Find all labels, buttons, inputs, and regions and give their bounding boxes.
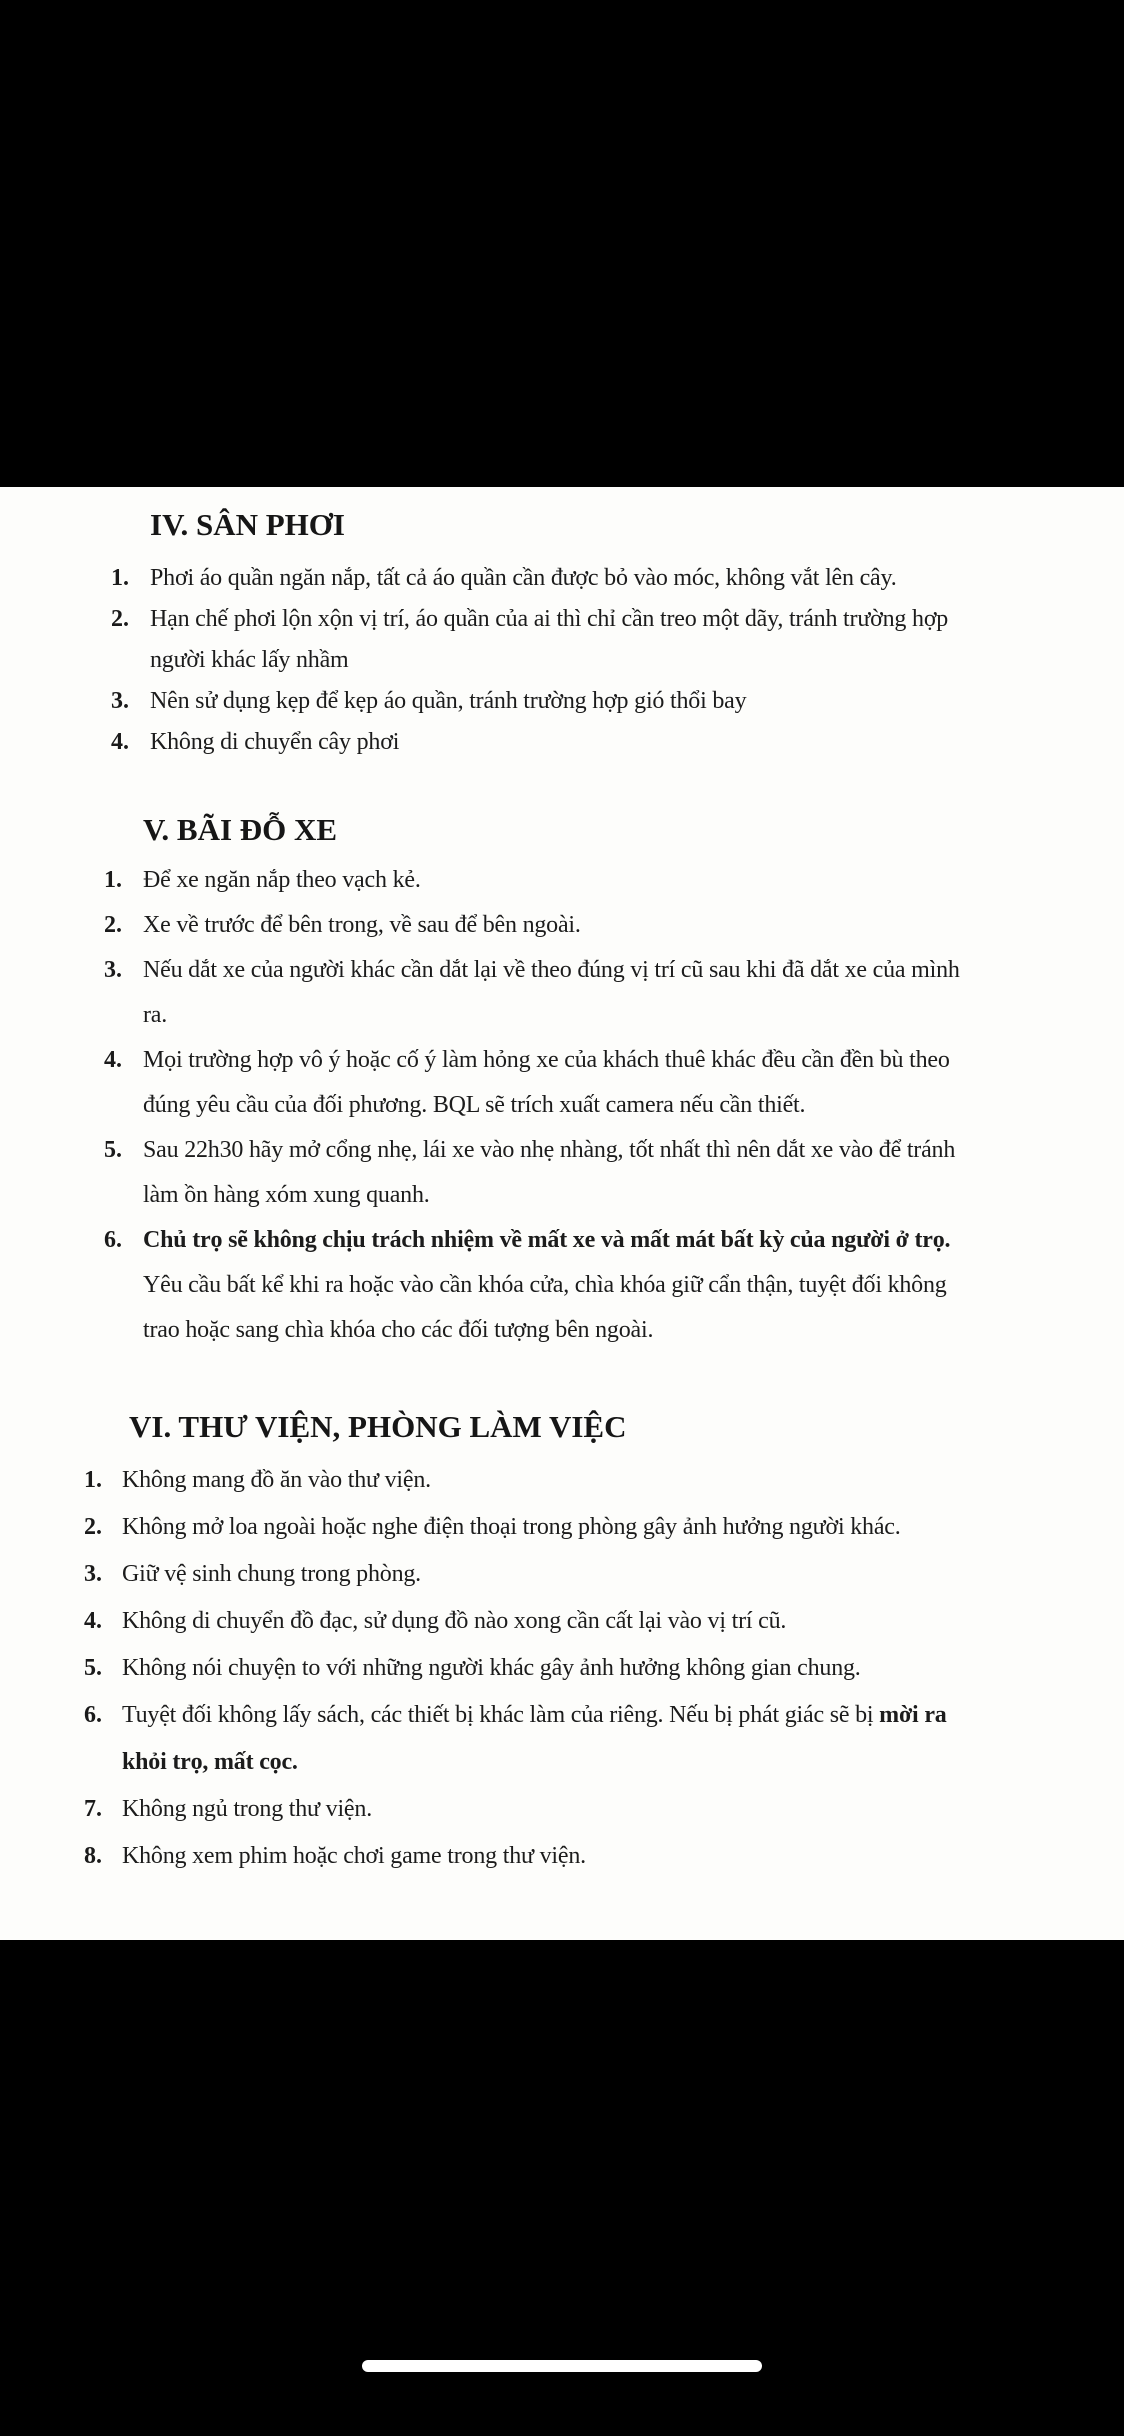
text: Để xe ngăn nắp theo vạch kẻ. xyxy=(143,867,421,893)
home-indicator[interactable] xyxy=(362,2360,762,2372)
text: Không di chuyển cây phơi xyxy=(150,729,400,755)
section-heading: VI. THƯ VIỆN, PHÒNG LÀM VIỆC xyxy=(129,1409,627,1444)
text: Không mang đồ ăn vào thư viện. xyxy=(122,1467,431,1493)
item-text-line xyxy=(143,1038,1124,1083)
text: Giữ vệ sinh chung trong phòng. xyxy=(122,1561,421,1587)
list-item xyxy=(0,722,1124,763)
item-number: 3. xyxy=(84,1561,102,1587)
item-number: 6. xyxy=(84,1702,102,1728)
text: Xe về trước để bên trong, về sau để bên ngoài. xyxy=(143,912,581,938)
item-number: 4. xyxy=(84,1608,102,1634)
text: trao hoặc sang chìa khóa cho các đối tượng bên ngoài. xyxy=(143,1317,654,1343)
item-text xyxy=(122,1833,1124,1880)
text: Yêu cầu bất kể khi ra hoặc vào cần khóa cửa, chìa khóa giữ cẩn thận, tuyệt đối không xyxy=(143,1272,947,1298)
item-text-line xyxy=(122,1645,1124,1692)
text: đúng yêu cầu của đối phương. BQL sẽ trích xuất camera nếu cần thiết. xyxy=(143,1092,806,1118)
item-text-line xyxy=(150,681,1124,722)
item-number: 2. xyxy=(84,1514,102,1540)
list-item xyxy=(0,1038,1124,1128)
item-text xyxy=(122,1551,1124,1598)
item-text-line xyxy=(143,1083,1124,1128)
item-text xyxy=(122,1598,1124,1645)
list-item xyxy=(0,1833,1124,1880)
section xyxy=(0,810,1124,1353)
bottom-black-area xyxy=(0,1940,1124,2420)
item-text xyxy=(143,1218,1124,1353)
item-text-line xyxy=(150,640,1124,681)
section-heading: IV. SÂN PHƠI xyxy=(150,507,345,542)
text: Không nói chuyện to với những người khác gây ảnh hưởng không gian chung. xyxy=(122,1655,861,1681)
item-text-line xyxy=(122,1692,1124,1739)
item-text-line xyxy=(143,903,1124,948)
item-text-line xyxy=(150,599,1124,640)
item-number: 7. xyxy=(84,1796,102,1822)
item-text-line xyxy=(143,1173,1124,1218)
item-number: 4. xyxy=(104,1047,122,1073)
item-text xyxy=(122,1457,1124,1504)
text: Phơi áo quần ngăn nắp, tất cả áo quần cần được bỏ vào móc, không vắt lên cây. xyxy=(150,565,897,591)
top-black-area xyxy=(0,0,1124,487)
bold-text: mời ra xyxy=(879,1702,947,1728)
section xyxy=(0,505,1124,763)
list-item xyxy=(0,681,1124,722)
list-item xyxy=(0,948,1124,1038)
list-item xyxy=(0,1598,1124,1645)
item-text-line xyxy=(122,1786,1124,1833)
item-text xyxy=(143,903,1124,948)
item-text xyxy=(150,558,1124,599)
list-item xyxy=(0,1218,1124,1353)
item-text xyxy=(150,722,1124,763)
item-list xyxy=(0,1457,1124,1880)
text: Tuyệt đối không lấy sách, các thiết bị khác làm của riêng. Nếu bị phát giác sẽ bị xyxy=(122,1702,880,1728)
item-text-line xyxy=(150,558,1124,599)
item-number: 5. xyxy=(104,1137,122,1163)
section-heading: V. BÃI ĐỖ XE xyxy=(143,812,338,847)
item-text-line xyxy=(122,1551,1124,1598)
text: Nếu dắt xe của người khác cần dắt lại về theo đúng vị trí cũ sau khi đã dắt xe của mình xyxy=(143,957,960,983)
text: Sau 22h30 hãy mở cổng nhẹ, lái xe vào nhẹ nhàng, tốt nhất thì nên dắt xe vào để tránh xyxy=(143,1137,956,1163)
item-text-line xyxy=(143,858,1124,903)
item-text-line xyxy=(122,1504,1124,1551)
item-text-line xyxy=(150,722,1124,763)
item-text-line xyxy=(122,1598,1124,1645)
item-number: 5. xyxy=(84,1655,102,1681)
list-item xyxy=(0,599,1124,681)
list-item xyxy=(0,1504,1124,1551)
item-number: 1. xyxy=(84,1467,102,1493)
item-text xyxy=(122,1692,1124,1786)
item-text-line xyxy=(143,1128,1124,1173)
text: Không mở loa ngoài hoặc nghe điện thoại trong phòng gây ảnh hưởng người khác. xyxy=(122,1514,901,1540)
list-item xyxy=(0,1786,1124,1833)
list-item xyxy=(0,1692,1124,1786)
item-number: 2. xyxy=(111,606,129,632)
item-number: 3. xyxy=(104,957,122,983)
item-list xyxy=(0,558,1124,763)
item-text-line xyxy=(122,1457,1124,1504)
text: người khác lấy nhầm xyxy=(150,647,349,673)
item-text-line xyxy=(143,993,1124,1038)
text: Nên sử dụng kẹp để kẹp áo quần, tránh trường hợp gió thổi bay xyxy=(150,688,747,714)
text: ra. xyxy=(143,1002,168,1028)
list-item xyxy=(0,1551,1124,1598)
item-text xyxy=(150,599,1124,681)
item-text xyxy=(143,948,1124,1038)
item-text xyxy=(143,1038,1124,1128)
text: Mọi trường hợp vô ý hoặc cố ý làm hỏng xe của khách thuê khác đều cần đền bù theo xyxy=(143,1047,950,1073)
item-text-line xyxy=(122,1739,1124,1786)
item-number: 1. xyxy=(111,565,129,591)
list-item xyxy=(0,858,1124,903)
item-text xyxy=(150,681,1124,722)
document-page xyxy=(0,487,1124,1940)
list-item xyxy=(0,1645,1124,1692)
item-number: 8. xyxy=(84,1843,102,1869)
item-text-line xyxy=(143,948,1124,993)
text: Không xem phim hoặc chơi game trong thư viện. xyxy=(122,1843,586,1869)
list-item xyxy=(0,1457,1124,1504)
item-number: 4. xyxy=(111,729,129,755)
item-number: 6. xyxy=(104,1227,122,1253)
list-item xyxy=(0,1128,1124,1218)
bold-text: Chủ trọ sẽ không chịu trách nhiệm về mất xe và mất mát bất kỳ của người ở trọ. xyxy=(143,1227,951,1253)
list-item xyxy=(0,903,1124,948)
text: làm ồn hàng xóm xung quanh. xyxy=(143,1182,430,1208)
text: Hạn chế phơi lộn xộn vị trí, áo quần của ai thì chỉ cần treo một dãy, tránh trường hợp xyxy=(150,606,949,632)
item-list xyxy=(0,858,1124,1353)
item-text-line xyxy=(143,1308,1124,1353)
text: Không di chuyển đồ đạc, sử dụng đồ nào xong cần cất lại vào vị trí cũ. xyxy=(122,1608,787,1634)
item-text xyxy=(143,858,1124,903)
item-text xyxy=(122,1645,1124,1692)
item-text xyxy=(122,1786,1124,1833)
item-number: 1. xyxy=(104,867,122,893)
item-text xyxy=(122,1504,1124,1551)
item-text-line xyxy=(122,1833,1124,1880)
item-text-line xyxy=(143,1263,1124,1308)
section xyxy=(0,1407,1124,1880)
item-number: 2. xyxy=(104,912,122,938)
bold-text: khỏi trọ, mất cọc. xyxy=(122,1749,298,1775)
item-text-line xyxy=(143,1218,1124,1263)
item-text xyxy=(143,1128,1124,1218)
text: Không ngủ trong thư viện. xyxy=(122,1796,372,1822)
list-item xyxy=(0,558,1124,599)
item-number: 3. xyxy=(111,688,129,714)
